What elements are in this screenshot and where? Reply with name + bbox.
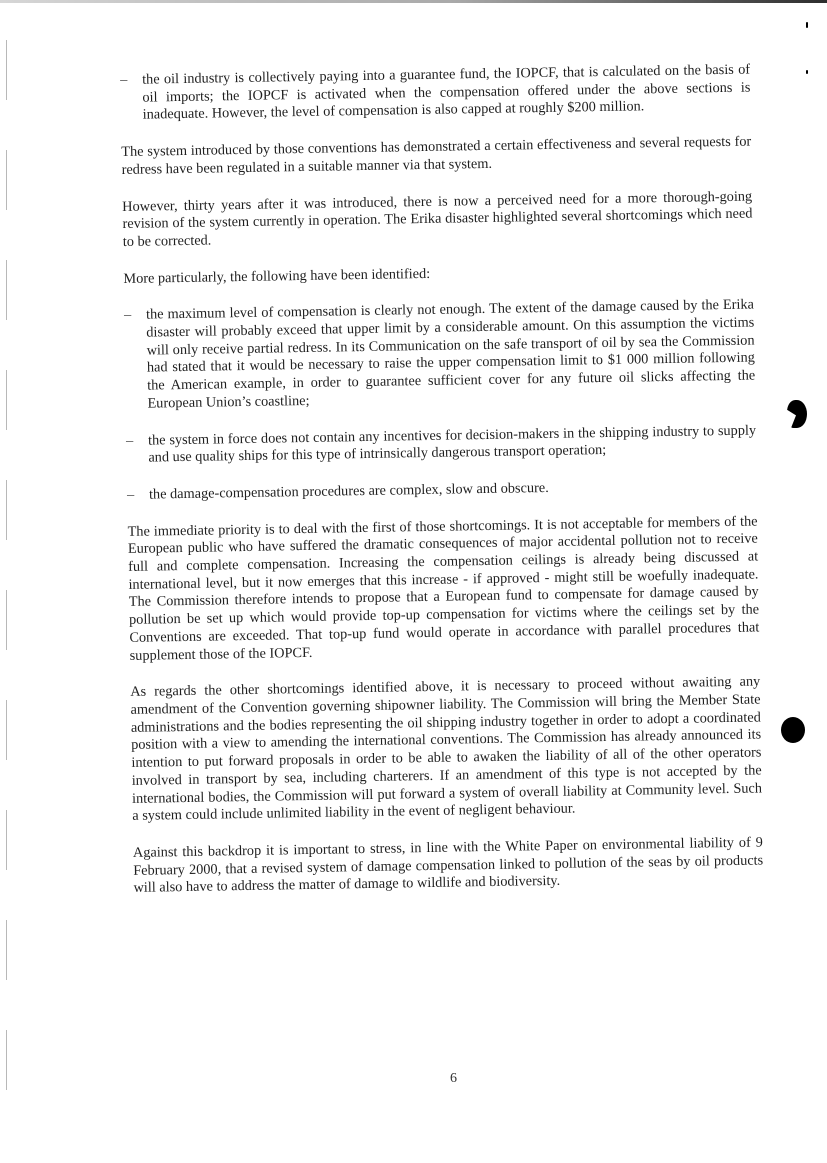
- document-body: [120, 62, 764, 917]
- punch-hole-mark: [781, 717, 805, 743]
- bullet-text: the oil industry is collectively paying into a guarantee fund, the IOPCF, that is calculated on the basis of oil imports; the IOPCF is activated when the compensation offered under the above sections is inadequate. However, the level of compensation is also capped at roughly $200 million.: [141, 61, 751, 124]
- paragraph: Against this backdrop it is important to stress, in line with the White Paper on environmental liability of 9 February 2000, that a revised system of damage compensation linked to pollution of the seas by oil products will also have to address the matter of damage to wildlife and biodiversity.: [132, 834, 764, 897]
- bullet-text: the system in force does not contain any incentives for decision-makers in the shipping industry to supply and use quality ships for this type of intrinsically dangerous transport operation;: [147, 422, 757, 466]
- scan-edge-left: [6, 40, 7, 1130]
- paragraph: The immediate priority is to deal with the first of those shortcomings. It is not acceptable for members of the European public who have suffered the dramatic consequences of major accidental pollution not to receive full and complete compensation. Increasing the compensation ceilings is already being discussed at international level, but it now emerges that this increase - if approved - might still be woefully inadequate. The Commission therefore intends to propose that a European fund to compensate for damage caused by pollution be set up which would provide top-up compensation for victims where the ceilings set by the Conventions are exceeded. That top-up fund would operate in accordance with parallel procedures that supplement those of the IOPCF.: [127, 513, 760, 664]
- bullet-dash: –: [126, 486, 135, 503]
- bullet-item: [124, 297, 756, 414]
- bullet-item: [126, 422, 757, 468]
- page-number: 6: [450, 1071, 457, 1086]
- bullet-item: [120, 62, 751, 126]
- bullet-text: the damage-compensation procedures are complex, slow and obscure.: [148, 479, 549, 503]
- punch-hole-mark: [787, 400, 807, 428]
- bullet-item: [127, 476, 757, 504]
- scan-edge-top: [0, 0, 827, 3]
- bullet-dash: –: [123, 307, 132, 324]
- bullet-dash: –: [125, 432, 134, 449]
- paragraph: The system introduced by those conventions has demonstrated a certain effectiveness and several requests for redress have been regulated in a suitable manner via that system.: [121, 133, 752, 178]
- paragraph: However, thirty years after it was introduced, there is now a perceived need for a more thorough-going revision of the system currently in operation. The Erika disaster highlighted several shortcomings which need to be corrected.: [122, 188, 753, 250]
- paragraph: As regards the other shortcomings identified above, it is necessary to proceed without awaiting any amendment of the Convention governing shipowner liability. The Commission will bring the Member State administrations and the bodies representing the oil shipping industry together in order to adopt a coordinated position with a view to amending the international conventions. The Commission has already announced its intention to put forward proposals in order to be able to awaken the liability of all of the other operators involved in transport by sea, including charterers. If an amendment of this type is not accepted by the international bodies, the Commission will put forward a system of overall liability at Community level. Such a system could include unlimited liability in the event of negligent behaviour.: [130, 673, 763, 825]
- scan-speck: [806, 22, 808, 28]
- bullet-text: the maximum level of compensation is clearly not enough. The extent of the damage caused by the Erika disaster will probably exceed that upper limit by a considerable amount. On this assumption the victims will only receive partial redress. In its Communication on the safe transport of oil by sea the Commission had stated that it would be necessary to raise the upper compensation limit to $1 000 million following the American example, in order to guarantee sufficient cover for any future oil slicks affecting the European Union’s coastline;: [145, 296, 756, 412]
- scan-speck: [806, 70, 808, 74]
- bullet-dash: –: [120, 71, 128, 88]
- paragraph: More particularly, the following have been identified:: [123, 265, 431, 287]
